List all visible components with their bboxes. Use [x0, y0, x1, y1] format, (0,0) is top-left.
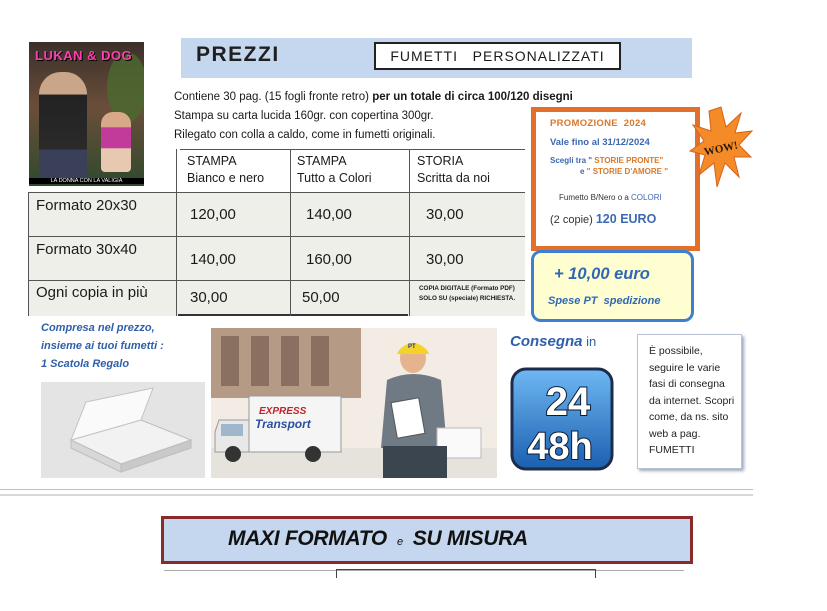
delivery-label [510, 333, 596, 350]
price-extra-copy-color: 50,00 [302, 289, 340, 306]
badge-24: 24 [545, 380, 591, 424]
price-extra-copy-bw: 30,00 [190, 289, 228, 306]
promo-title: PROMOZIONE 2024 [550, 118, 647, 129]
promo-box [531, 107, 700, 251]
gift-box-text [41, 319, 206, 373]
price-30x40-story: 30,00 [426, 251, 464, 268]
price-30x40-bw: 140,00 [190, 251, 236, 268]
promo-format-colori: COLORI [631, 193, 662, 202]
promo-choose [550, 156, 668, 176]
description-line-3: Rilegato con colla a caldo, come in fumetti originali. [174, 129, 436, 141]
wow-starburst-icon [689, 105, 753, 189]
digital-copy-note-line1: COPIA DIGITALE (Formato PDF) [419, 285, 515, 292]
maxi-format-part2: SU MISURA [412, 527, 528, 550]
wow-text: WOW! [703, 139, 739, 159]
price-30x40-color: 160,00 [306, 251, 352, 268]
promo-copies: (2 copie) [550, 214, 596, 226]
description-line-1-text: Contiene 30 pag. (15 fogli fronte retro) [174, 91, 373, 103]
promo-option-ready: STORIE PRONTE" [592, 156, 664, 165]
cover-subtitle: LA DONNA CON LA VALIGIA [29, 178, 144, 184]
badge-48h: 48h [527, 426, 593, 468]
truck-text-transport: Transport [255, 417, 311, 431]
gift-line-3: 1 Scatola Regalo [41, 358, 130, 370]
row-label-30x40: Formato 30x40 [36, 241, 137, 258]
promo-price-value: 120 EURO [595, 212, 657, 226]
maxi-format-banner [161, 516, 693, 564]
grid-line [176, 149, 177, 316]
grid-line [28, 236, 525, 237]
price-20x30-color: 140,00 [306, 206, 352, 223]
price-table [28, 149, 538, 316]
section-label-box: FUMETTI PERSONALIZZATI [374, 42, 621, 70]
row-label-20x30: Formato 20x30 [36, 197, 137, 214]
digital-copy-note-line2: SOLO SU (speciale) RICHIESTA. [419, 295, 516, 302]
col-header-story [417, 153, 490, 187]
truck-text-express: EXPRESS [259, 406, 307, 417]
col-header-color-line1: STAMPA [297, 154, 347, 168]
page-title: PREZZI [196, 43, 280, 66]
description-line-1 [174, 91, 573, 103]
delivery-label-rest: in [582, 334, 597, 349]
gift-line-1: Compresa nel prezzo, [41, 322, 155, 334]
gift-line-2: insieme ai tuoi fumetti : [41, 340, 164, 352]
row-label-extra-copy: Ogni copia in più [36, 284, 148, 301]
digital-copy-note [419, 284, 515, 304]
gift-box-image [41, 382, 205, 478]
delivery-24-48h-badge [510, 367, 614, 471]
maxi-format-joiner: e [396, 536, 403, 548]
col-header-bw [187, 153, 264, 187]
grid-line [290, 149, 291, 316]
shipping-cost-box [531, 250, 694, 322]
grid-line [28, 192, 29, 316]
shipping-amount: + 10,00 euro [554, 265, 650, 283]
grid-line [178, 314, 408, 316]
col-header-story-line1: STORIA [417, 154, 464, 168]
promo-choose-joiner: e [580, 167, 585, 176]
price-20x30-story: 30,00 [426, 206, 464, 223]
col-header-bw-line2: Bianco e nero [187, 171, 265, 185]
section-divider [0, 489, 753, 496]
cap-text: PT [408, 344, 416, 350]
price-20x30-bw: 120,00 [190, 206, 236, 223]
promo-format-text: Fumetto B/Nero o a [559, 193, 632, 202]
promo-format [559, 193, 662, 202]
grid-line [180, 149, 525, 150]
grid-line [409, 149, 410, 316]
description-line-1-bold: per un totale di circa 100/120 disegni [372, 91, 573, 103]
delivery-label-bold: Consegna [510, 333, 583, 350]
promo-option-love: " STORIE D'AMORE " [584, 167, 669, 176]
courier-delivery-image [211, 328, 497, 478]
col-header-color-line2: Tutto a Colori [297, 171, 372, 185]
col-header-bw-line1: STAMPA [187, 154, 237, 168]
shipping-label: Spese PT spedizione [548, 295, 661, 307]
cover-title: LUKAN & DOG [35, 48, 133, 63]
col-header-color [297, 153, 372, 187]
maxi-format-title [228, 527, 528, 551]
tracking-info-box [637, 334, 742, 469]
tracking-info-text: È possibile, seguire le varie fasi di consegna da internet. Scopri come, da ns. sito web a pag. FUMETTI [649, 345, 735, 456]
bottom-table-edge [336, 569, 596, 578]
promo-price [550, 212, 656, 226]
promo-choose-pre: Scegli tra " [550, 156, 593, 165]
description-line-2: Stampa su carta lucida 160gr. con copertina 300gr. [174, 110, 434, 122]
maxi-format-part1: MAXI FORMATO [228, 527, 387, 550]
col-header-story-line2: Scritta da noi [417, 171, 490, 185]
promo-valid-until: Vale fino al 31/12/2024 [550, 137, 650, 148]
grid-line [28, 192, 525, 193]
grid-line [28, 280, 525, 281]
